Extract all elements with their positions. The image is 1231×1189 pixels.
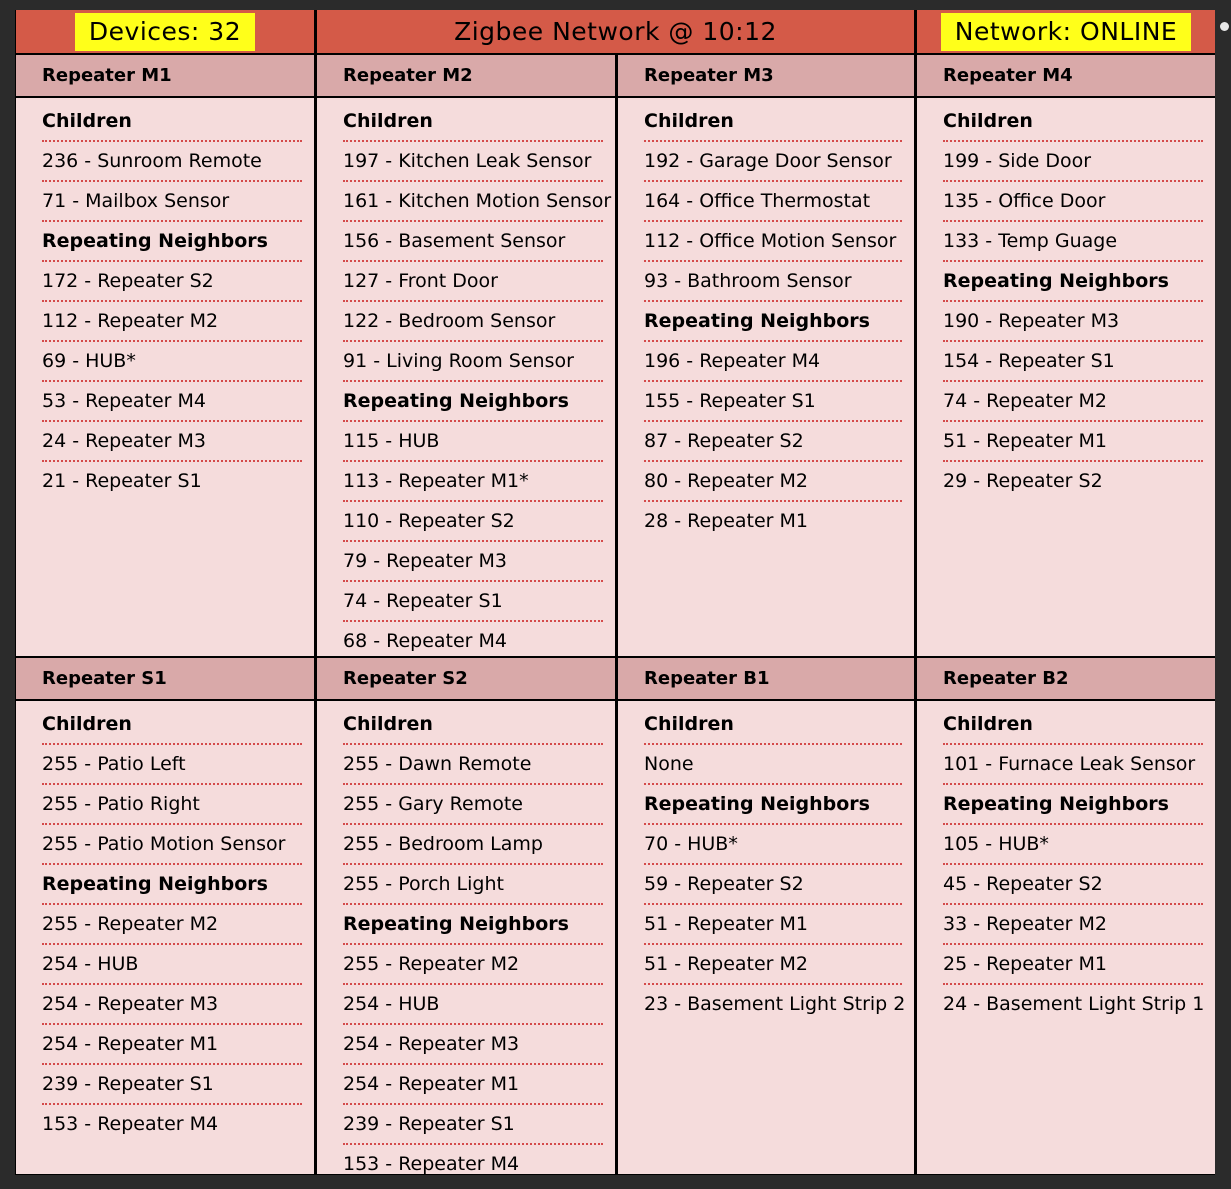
child-item: 122 - Bedroom Sensor — [343, 302, 603, 342]
children-heading: Children — [343, 102, 603, 142]
neighbor-item: 255 - Repeater M2 — [42, 905, 302, 945]
repeater-header-b2: Repeater B2 — [917, 658, 1215, 699]
neighbors-heading: Repeating Neighbors — [42, 222, 302, 262]
neighbor-item: 255 - Repeater M2 — [343, 945, 603, 985]
neighbor-item: 239 - Repeater S1 — [42, 1065, 302, 1105]
neighbor-item: 51 - Repeater M2 — [644, 945, 902, 985]
neighbor-item: 155 - Repeater S1 — [644, 382, 902, 422]
neighbors-heading: Repeating Neighbors — [644, 785, 902, 825]
children-heading: Children — [644, 102, 902, 142]
child-item: 112 - Office Motion Sensor — [644, 222, 902, 262]
neighbor-item: 69 - HUB* — [42, 342, 302, 382]
neighbor-item: 112 - Repeater M2 — [42, 302, 302, 342]
children-heading: Children — [42, 705, 302, 745]
child-item: 161 - Kitchen Motion Sensor — [343, 182, 603, 222]
neighbor-item: 254 - Repeater M3 — [42, 985, 302, 1025]
child-item: 197 - Kitchen Leak Sensor — [343, 142, 603, 182]
neighbor-item: 21 - Repeater S1 — [42, 470, 202, 492]
neighbor-item: 33 - Repeater M2 — [943, 905, 1203, 945]
neighbor-item: 190 - Repeater M3 — [943, 302, 1203, 342]
neighbor-item: 25 - Repeater M1 — [943, 945, 1203, 985]
repeater-header-m2: Repeater M2 — [317, 55, 615, 96]
network-status-badge: Network: ONLINE — [941, 13, 1191, 51]
repeater-header-s2: Repeater S2 — [317, 658, 615, 699]
neighbor-item: 79 - Repeater M3 — [343, 542, 603, 582]
neighbor-item: 113 - Repeater M1* — [343, 462, 603, 502]
devices-header — [16, 10, 314, 53]
neighbor-item: 154 - Repeater S1 — [943, 342, 1203, 382]
neighbor-item: 239 - Repeater S1 — [343, 1105, 603, 1145]
children-heading: Children — [343, 705, 603, 745]
neighbor-item: 105 - HUB* — [943, 825, 1203, 865]
neighbor-item: 254 - Repeater M1 — [343, 1065, 603, 1105]
repeater-panel-m2 — [317, 98, 615, 656]
neighbor-item: 196 - Repeater M4 — [644, 342, 902, 382]
child-item: 255 - Patio Motion Sensor — [42, 825, 302, 865]
neighbors-heading: Repeating Neighbors — [943, 262, 1203, 302]
child-item: 133 - Temp Guage — [943, 222, 1203, 262]
neighbor-item: 24 - Basement Light Strip 1 — [943, 993, 1205, 1015]
repeater-panel-b2 — [917, 701, 1215, 1174]
children-heading: Children — [644, 705, 902, 745]
repeater-header-m3: Repeater M3 — [618, 55, 914, 96]
neighbor-item: 24 - Repeater M3 — [42, 422, 302, 462]
neighbor-item: 29 - Repeater S2 — [943, 470, 1103, 492]
repeater-panel-s2 — [317, 701, 615, 1174]
repeater-header-m4: Repeater M4 — [917, 55, 1215, 96]
child-item: 255 - Patio Left — [42, 745, 302, 785]
child-item: 135 - Office Door — [943, 182, 1203, 222]
neighbor-item: 254 - Repeater M3 — [343, 1025, 603, 1065]
neighbors-heading: Repeating Neighbors — [644, 302, 902, 342]
neighbor-item: 74 - Repeater S1 — [343, 582, 603, 622]
child-item: 255 - Porch Light — [343, 865, 603, 905]
child-item: 156 - Basement Sensor — [343, 222, 603, 262]
neighbor-item: 153 - Repeater M4 — [42, 1113, 219, 1135]
child-item: 255 - Bedroom Lamp — [343, 825, 603, 865]
child-item: 71 - Mailbox Sensor — [42, 182, 302, 222]
network-title-header — [317, 10, 914, 53]
neighbor-item: 254 - HUB — [343, 985, 603, 1025]
neighbor-item: 110 - Repeater S2 — [343, 502, 603, 542]
zigbee-dashboard — [15, 10, 1215, 1175]
child-item: 199 - Side Door — [943, 142, 1203, 182]
neighbor-item: 70 - HUB* — [644, 825, 902, 865]
neighbor-item: 254 - Repeater M1 — [42, 1025, 302, 1065]
neighbor-item: 172 - Repeater S2 — [42, 262, 302, 302]
child-item: None — [644, 745, 902, 785]
repeater-header-b1: Repeater B1 — [618, 658, 914, 699]
repeater-panel-b1 — [618, 701, 914, 1174]
child-item: 255 - Gary Remote — [343, 785, 603, 825]
child-item: 91 - Living Room Sensor — [343, 342, 603, 382]
neighbor-item: 254 - HUB — [42, 945, 302, 985]
neighbor-item: 80 - Repeater M2 — [644, 462, 902, 502]
neighbor-item: 59 - Repeater S2 — [644, 865, 902, 905]
neighbor-item: 51 - Repeater M1 — [943, 422, 1203, 462]
child-item: 93 - Bathroom Sensor — [644, 262, 902, 302]
repeater-panel-s1 — [16, 701, 314, 1174]
children-heading: Children — [943, 705, 1203, 745]
neighbor-item: 153 - Repeater M4 — [343, 1153, 520, 1174]
scroll-indicator[interactable] — [1220, 22, 1229, 31]
neighbor-item: 115 - HUB — [343, 422, 603, 462]
neighbor-item: 74 - Repeater M2 — [943, 382, 1203, 422]
repeater-header-s1: Repeater S1 — [16, 658, 314, 699]
network-status-header — [917, 10, 1215, 53]
neighbor-item: 87 - Repeater S2 — [644, 422, 902, 462]
child-item: 127 - Front Door — [343, 262, 603, 302]
repeater-panel-m3 — [618, 98, 914, 656]
child-item: 101 - Furnace Leak Sensor — [943, 745, 1203, 785]
repeater-header-m1: Repeater M1 — [16, 55, 314, 96]
neighbor-item: 23 - Basement Light Strip 2 — [644, 993, 906, 1015]
children-heading: Children — [42, 102, 302, 142]
neighbor-item: 28 - Repeater M1 — [644, 510, 809, 532]
neighbor-item: 53 - Repeater M4 — [42, 382, 302, 422]
child-item: 164 - Office Thermostat — [644, 182, 902, 222]
children-heading: Children — [943, 102, 1203, 142]
neighbors-heading: Repeating Neighbors — [343, 382, 603, 422]
child-item: 255 - Patio Right — [42, 785, 302, 825]
repeater-panel-m4 — [917, 98, 1215, 656]
child-item: 192 - Garage Door Sensor — [644, 142, 902, 182]
page-title: Zigbee Network @ 10:12 — [454, 17, 777, 46]
neighbors-heading: Repeating Neighbors — [343, 905, 603, 945]
neighbors-heading: Repeating Neighbors — [42, 865, 302, 905]
neighbor-item: 68 - Repeater M4 — [343, 630, 508, 652]
devices-count-badge: Devices: 32 — [75, 13, 255, 51]
child-item: 255 - Dawn Remote — [343, 745, 603, 785]
neighbors-heading: Repeating Neighbors — [943, 785, 1203, 825]
neighbor-item: 45 - Repeater S2 — [943, 865, 1203, 905]
repeater-panel-m1 — [16, 98, 314, 656]
neighbor-item: 51 - Repeater M1 — [644, 905, 902, 945]
child-item: 236 - Sunroom Remote — [42, 142, 302, 182]
